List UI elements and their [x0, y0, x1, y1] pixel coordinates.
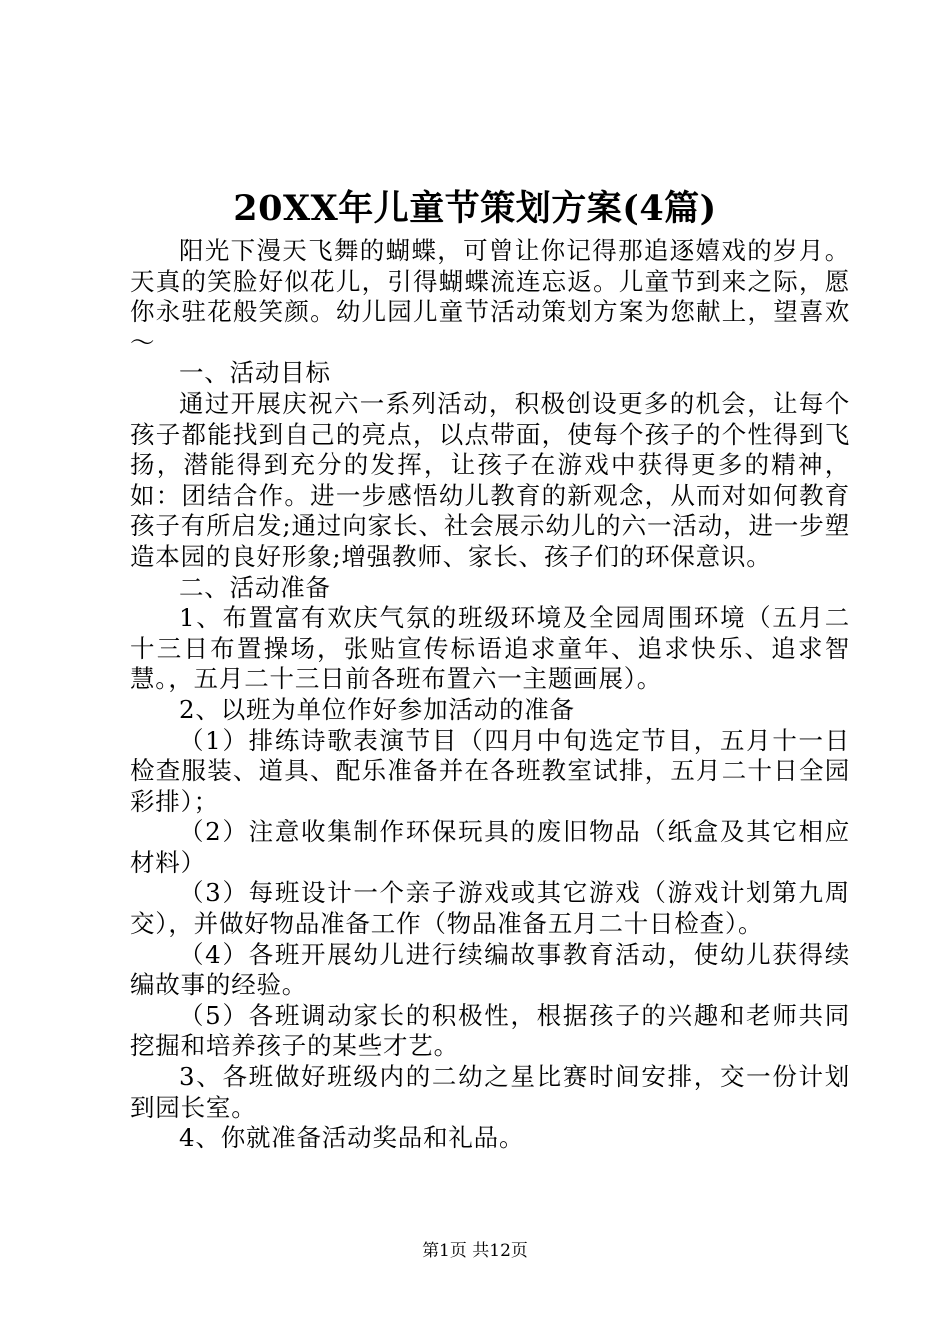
preparation-subitem-3: （3）每班设计一个亲子游戏或其它游戏（游戏计划第九周交），并做好物品准备工作（物品准备五月二十日检查）。 [130, 878, 850, 939]
preparation-item-2: 2、以班为单位作好参加活动的准备 [179, 694, 575, 724]
page-footer: 第1页 共12页 [422, 1241, 528, 1261]
section-heading-preparation: 二、活动准备 [179, 572, 331, 602]
preparation-subitem-2: （2）注意收集制作环保玩具的废旧物品（纸盒及其它相应材料） [130, 817, 850, 877]
preparation-item-4: 4、你就准备活动奖品和礼品。 [179, 1123, 525, 1153]
preparation-subitem-1: （1）排练诗歌表演节目（四月中旬选定节目，五月十一日检查服装、道具、配乐准备并在各班教室试排，五月二十日全园彩排）； [130, 725, 850, 816]
preparation-item-1: 1、布置富有欢庆气氛的班级环境及全园周围环境（五月二十三日布置操场，张贴宣传标语追求童年、追求快乐、追求智慧。，五月二十三日前各班布置六一主题画展）。 [130, 603, 850, 694]
intro-paragraph: 阳光下漫天飞舞的蝴蝶，可曾让你记得那追逐嬉戏的岁月。天真的笑脸好似花儿，引得蝴蝶流连忘返。儿童节到来之际，愿你永驻花般笑颜。幼儿园儿童节活动策划方案为您献上，望喜欢～ [130, 236, 850, 357]
document-body [130, 236, 850, 1154]
preparation-subitem-4: （4）各班开展幼儿进行续编故事教育活动，使幼儿获得续编故事的经验。 [130, 939, 850, 1000]
preparation-subitem-5: （5）各班调动家长的积极性，根据孩子的兴趣和老师共同挖掘和培养孩子的某些才艺。 [130, 1000, 850, 1061]
preparation-item-3: 3、各班做好班级内的二幼之星比赛时间安排，交一份计划到园长室。 [130, 1062, 850, 1122]
document-title: 20XX年儿童节策划方案(4篇) [233, 188, 717, 229]
section-heading-goals: 一、活动目标 [179, 358, 331, 388]
goals-paragraph: 通过开展庆祝六一系列活动，积极创设更多的机会，让每个孩子都能找到自己的亮点，以点带面，使每个孩子的个性得到飞扬，潜能得到充分的发挥，让孩子在游戏中获得更多的精神，如：团结合作。进一步感悟幼儿教育的新观念，从而对如何教育孩子有所启发;通过向家长、社会展示幼儿的六一活动，进一步塑造本园的良好形象;增强教师、家长、孩子们的环保意识。 [130, 388, 850, 571]
